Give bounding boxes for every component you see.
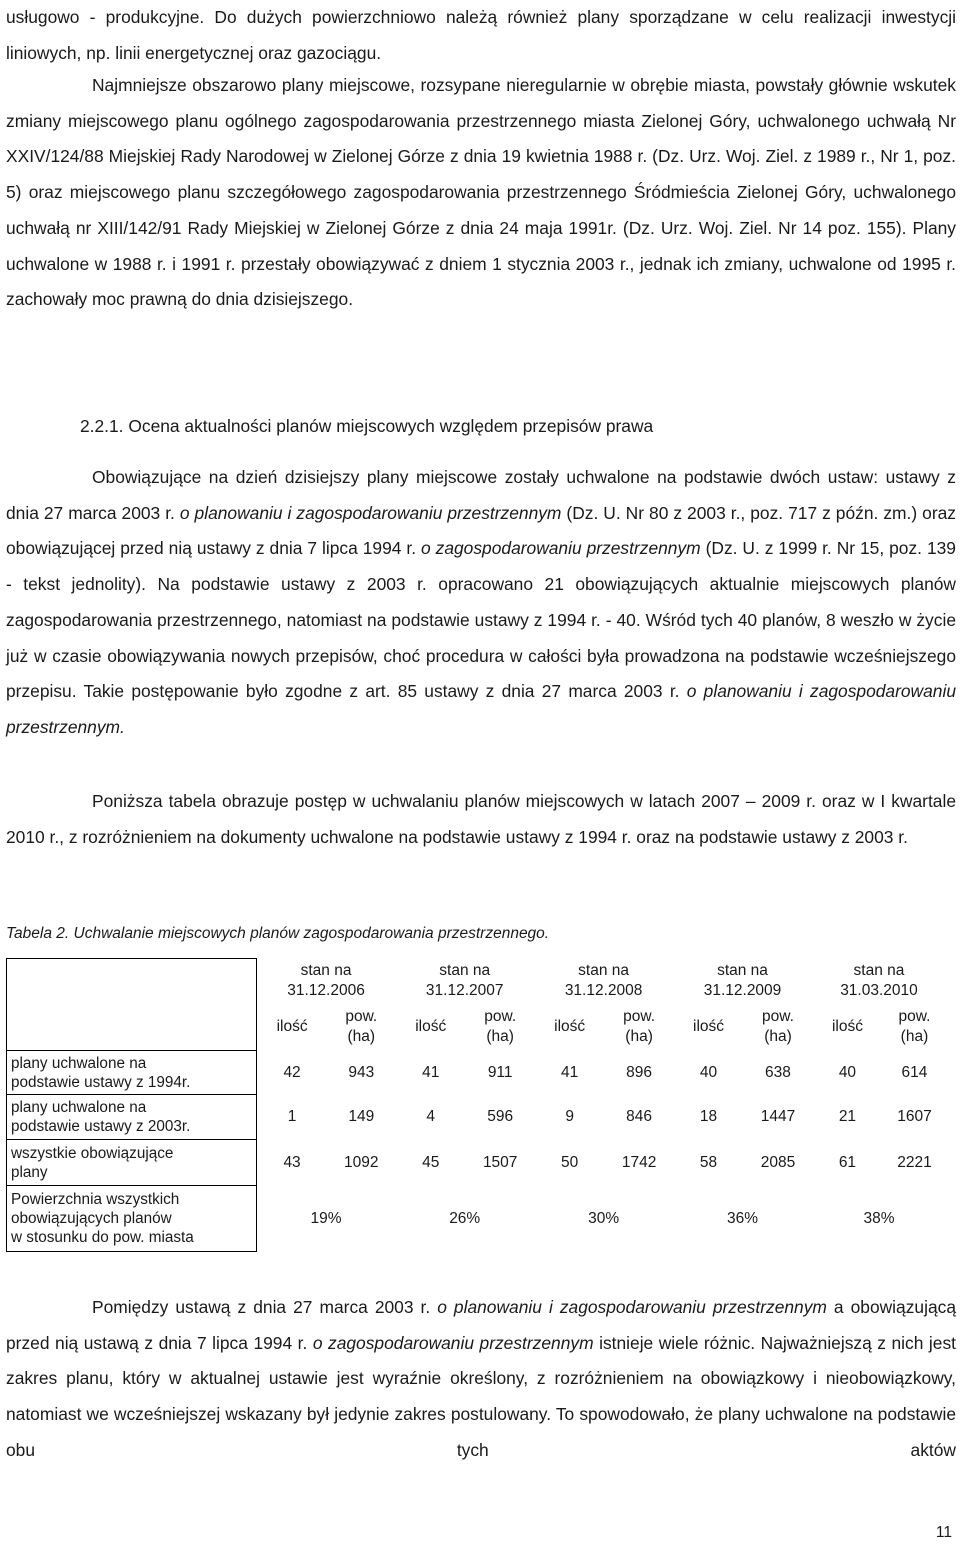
table-cell: 43 <box>283 1153 301 1171</box>
period-header: stan na 31.12.2006 <box>287 961 365 999</box>
table-cell: 614 <box>901 1063 928 1081</box>
row-label: plany uchwalone na podstawie ustawy z 1994r. <box>7 1051 257 1095</box>
qty-header: ilość <box>693 1017 725 1035</box>
table-cell: 596 <box>487 1108 514 1125</box>
area-header: pow. (ha) <box>762 1007 794 1045</box>
table-cell: 21 <box>838 1108 857 1125</box>
p5-act-title-1994: o zagospodarowaniu przestrzennym <box>312 1332 594 1353</box>
table-row <box>7 1095 947 1140</box>
p5-act-title-2003: o planowaniu i zagospodarowaniu przestrzennym <box>437 1297 827 1317</box>
table-row-share <box>7 1186 947 1252</box>
p5-text-a: Pomiędzy ustawą z dnia 27 marca 2003 r. <box>92 1297 438 1317</box>
paragraph-4: Poniższa tabela obrazuje postęp w uchwalaniu planów miejscowych w latach 2007 – 2009 r. oraz w I kwartale 2010 r., z rozróżnieniem na dokumenty uchwalone na podstawie ustawy z 1994 r. oraz na podstawie ustawy z 2003 r. <box>6 791 956 847</box>
period-header: stan na 31.12.2009 <box>703 961 782 999</box>
area-header: pow. (ha) <box>898 1007 931 1045</box>
p5-text-e: istnieje wiele różnic. Najważniejszą z nich jest zakres planu, który w aktualnej ustawie jest wyraźnie określony, z rozróżnieniem na obowiązkowy i nieobowiązkowy, natomiast we wcześniejszej wskazany był jedynie zakres postulowany. To spowodowało, że plany uchwalone na podstawie obu tych aktów <box>6 1332 956 1460</box>
share-cell: 38% <box>863 1209 895 1227</box>
qty-header: ilość <box>276 1017 308 1035</box>
table-cell: 1607 <box>897 1108 932 1125</box>
area-header: pow. (ha) <box>345 1007 378 1045</box>
section-heading: 2.2.1. Ocena aktualności planów miejscowych względem przepisów prawa <box>80 416 654 436</box>
table-row <box>7 1051 947 1095</box>
table-cell: 18 <box>699 1108 718 1125</box>
p5-text-c: a obowiązującą przed nią ustawą z dnia 7 lipca 1994 r. <box>6 1297 956 1353</box>
table-cell: 58 <box>699 1153 718 1171</box>
table-cell: 2221 <box>897 1153 932 1171</box>
table-cell: 1507 <box>482 1153 518 1171</box>
table-caption: Tabela 2. Uchwalanie miejscowych planów zagospodarowania przestrzennego. <box>6 925 550 942</box>
area-header: pow. (ha) <box>484 1007 517 1045</box>
paragraph-5 <box>6 1290 956 1469</box>
qty-header: ilość <box>554 1017 586 1035</box>
table-cell: 50 <box>561 1153 579 1171</box>
p3-act-title-2003-b: o planowaniu i zagospodarowaniu przestrzennym. <box>6 681 956 737</box>
share-cell: 19% <box>310 1209 342 1227</box>
table-cell: 45 <box>422 1153 440 1171</box>
table-cell: 1742 <box>621 1153 657 1171</box>
table-cell: 42 <box>283 1063 301 1081</box>
table-header-periods <box>7 959 947 1003</box>
table-cell: 40 <box>699 1063 718 1081</box>
table-row <box>7 1140 947 1186</box>
p3-act-title-2003: o planowaniu i zagospodarowaniu przestrzennym <box>179 502 562 523</box>
table-cell: 911 <box>487 1063 513 1081</box>
p3-text-e: (Dz. U. z 1999 r. Nr 15, poz. 139 - tekst jednolity). Na podstawie ustawy z 2003 r. opracowano 21 obowiązujących aktualnie miejscowych planów zagospodarowania przestrzennego, natomiast na podstawie ustawy z 1994 r. - 40. Wśród tych 40 planów, 8 weszło w życie już w czasie obowiązywania nowych przepisów, choć procedura w całości była prowadzona na podstawie wcześniejszego przepisu. Takie postępowanie było zgodne z art. 85 ustawy z dnia 27 marca 2003 r. <box>6 538 956 702</box>
table-cell: 4 <box>426 1108 436 1125</box>
table-cell: 61 <box>838 1153 857 1171</box>
share-cell: 30% <box>588 1209 620 1227</box>
p3-text-a: Obowiązujące na dzień dzisiejszy plany miejscowe zostały uchwalone na podstawie dwóch ustaw: ustawy z dnia 27 marca 2003 r. <box>6 467 956 523</box>
table-cell: 1092 <box>344 1153 379 1171</box>
p3-act-title-1994: o zagospodarowaniu przestrzennym <box>421 538 701 559</box>
row-label: wszystkie obowiązujące plany <box>7 1140 257 1186</box>
table-cell: 896 <box>626 1063 653 1081</box>
table-cell: 41 <box>422 1063 440 1081</box>
share-cell: 26% <box>449 1209 481 1227</box>
qty-header: ilość <box>415 1017 447 1035</box>
table-cell: 40 <box>838 1063 857 1081</box>
table-corner-cell <box>7 959 257 1051</box>
page-number: 11 <box>935 1524 952 1541</box>
table-cell: 1 <box>287 1108 297 1125</box>
table-cell: 638 <box>765 1063 791 1081</box>
table-cell: 9 <box>565 1108 574 1125</box>
table-cell: 1447 <box>760 1108 796 1125</box>
qty-header: ilość <box>831 1017 863 1035</box>
table-cell: 846 <box>626 1108 653 1125</box>
paragraph-3 <box>6 460 956 746</box>
share-cell: 36% <box>727 1209 759 1227</box>
row-label: plany uchwalone na podstawie ustawy z 2003r. <box>7 1095 257 1140</box>
period-header: stan na 31.12.2007 <box>425 961 504 999</box>
table-cell: 41 <box>561 1063 579 1081</box>
row-label: Powierzchnia wszystkich obowiązujących planów w stosunku do pow. miasta <box>7 1186 257 1252</box>
plans-table <box>6 958 946 1252</box>
table-cell: 149 <box>348 1108 375 1125</box>
table-cell: 943 <box>348 1063 375 1081</box>
area-header: pow. (ha) <box>623 1007 656 1045</box>
period-header: stan na 31.03.2010 <box>840 961 918 999</box>
paragraph-1: usługowo - produkcyjne. Do dużych powierzchniowo należą również plany sporządzane w celu realizacji inwestycji liniowych, np. linii energetycznej oraz gazociągu. <box>6 7 956 63</box>
table-cell: 2085 <box>760 1153 796 1171</box>
period-header: stan na 31.12.2008 <box>564 961 643 999</box>
paragraph-2: Najmniejsze obszarowo plany miejscowe, rozsypane nieregularnie w obrębie miasta, powstały głównie wskutek zmiany miejscowego planu ogólnego zagospodarowania przestrzennego miasta Zielonej Góry, uchwalonego uchwałą Nr XXIV/124/88 Miejskiej Rady Narodowej w Zielonej Górze z dnia 19 kwietnia 1988 r. (Dz. Urz. Woj. Ziel. z 1989 r., Nr 1, poz. 5) oraz miejscowego planu szczegółowego zagospodarowania przestrzennego Śródmieścia Zielonej Góry, uchwalonego uchwałą nr XIII/142/91 Rady Miejskiej w Zielonej Górze z dnia 24 maja 1991r. (Dz. Urz. Woj. Ziel. Nr 14 poz. 155). Plany uchwalone w 1988 r. i 1991 r. przestały obowiązywać z dniem 1 stycznia 2003 r., jednak ich zmiany, uchwalone od 1995 r. zachowały moc prawną do dnia dzisiejszego. <box>6 75 956 310</box>
p3-text-c: (Dz. U. Nr 80 z 2003 r., poz. 717 z późn. zm.) oraz obowiązującej przed nią ustawy z dnia 7 lipca 1994 r. <box>6 502 956 559</box>
